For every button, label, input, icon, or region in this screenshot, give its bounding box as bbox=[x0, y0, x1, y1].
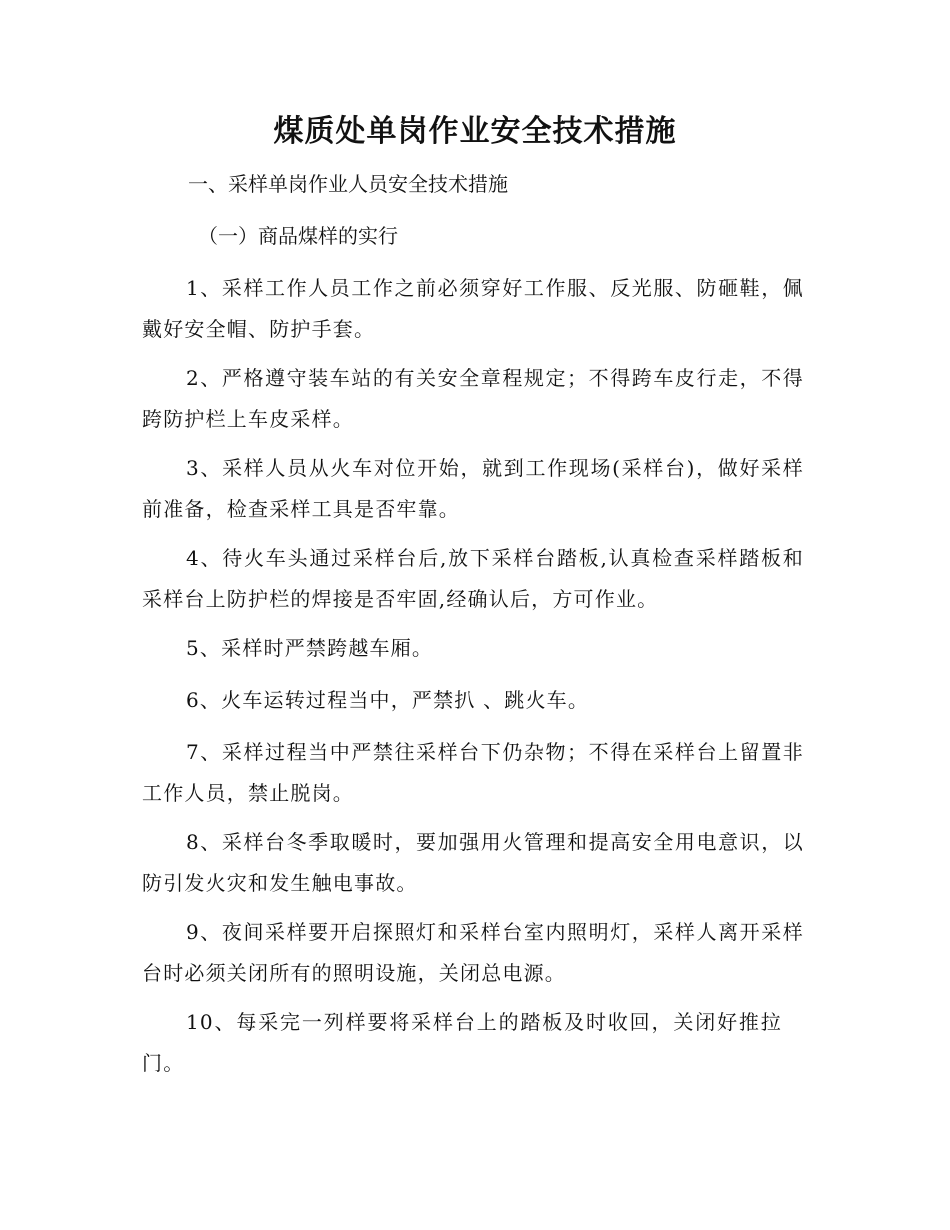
document-title: 煤质处单岗作业安全技术措施 bbox=[273, 114, 677, 149]
paragraph-5: 5、采样时严禁跨越车厢。 bbox=[186, 636, 434, 660]
paragraph-9: 9、夜间采样要开启探照灯和采样台室内照明灯，采样人离开采样台时必须关闭所有的照明设施，关闭总电源。 bbox=[142, 920, 804, 985]
section-heading: 一、采样单岗作业人员安全技术措施 bbox=[188, 172, 508, 196]
paragraph-1: 1、采样工作人员工作之前必须穿好工作服、反光服、防砸鞋，佩戴好安全帽、防护手套。 bbox=[142, 276, 804, 341]
paragraph-3: 3、采样人员从火车对位开始，就到工作现场(采样台)，做好采样前准备，检查采样工具是否牢靠。 bbox=[142, 456, 804, 521]
paragraph-2: 2、严格遵守装车站的有关安全章程规定；不得跨车皮行走，不得跨防护栏上车皮采样。 bbox=[142, 366, 804, 431]
paragraph-4: 4、待火车头通过采样台后,放下采样台踏板,认真检查采样踏板和采样台上防护栏的焊接是否牢固,经确认后，方可作业。 bbox=[142, 546, 804, 611]
subsection-heading: （一）商品煤样的实行 bbox=[198, 224, 398, 248]
paragraph-8: 8、采样台冬季取暖时，要加强用火管理和提高安全用电意识，以防引发火灾和发生触电事故。 bbox=[142, 830, 804, 895]
paragraph-6: 6、火车运转过程当中，严禁扒 、跳火车。 bbox=[186, 688, 590, 712]
paragraph-10: 10、每采完一列样要将采样台上的踏板及时收回，关闭好推拉门。 bbox=[142, 1010, 782, 1075]
paragraph-7: 7、采样过程当中严禁往采样台下仍杂物；不得在采样台上留置非工作人员，禁止脱岗。 bbox=[142, 740, 804, 805]
